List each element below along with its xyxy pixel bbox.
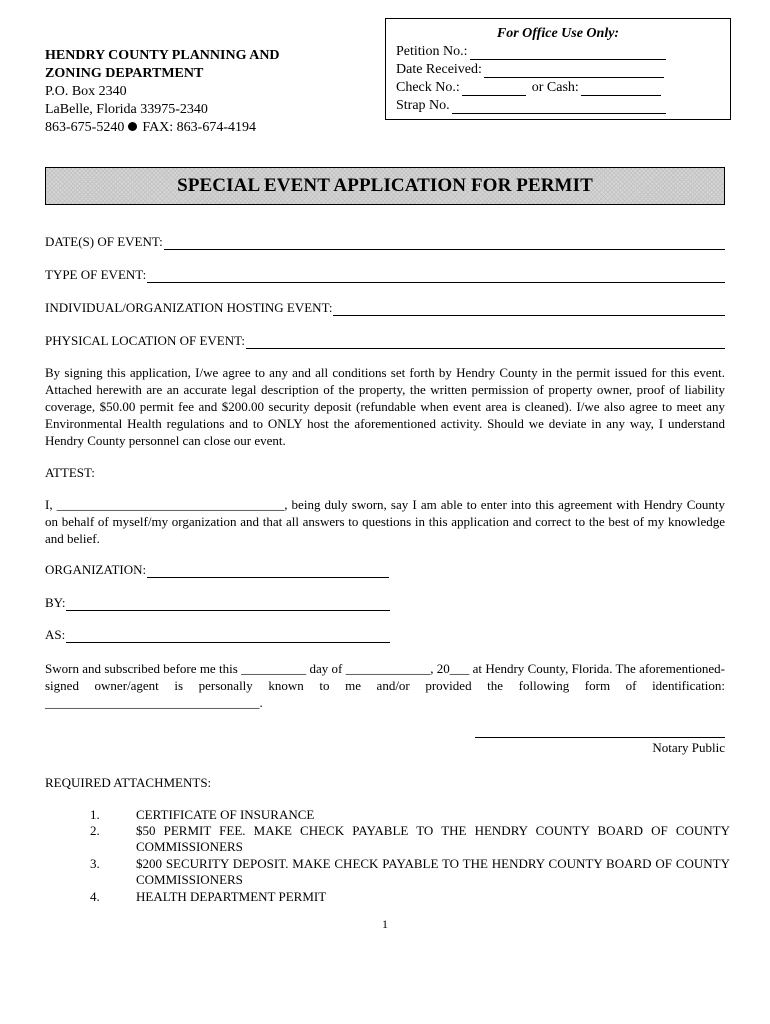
list-item-number: 3.	[90, 856, 100, 871]
event-host-line[interactable]	[333, 303, 725, 316]
office-use-box	[385, 18, 731, 120]
by-line[interactable]	[66, 598, 390, 611]
list-item-text: $200 SECURITY DEPOSIT. MAKE CHECK PAYABLE TO THE HENDRY COUNTY BOARD OF COUNTY COMMISSIONERS	[136, 856, 730, 887]
organization-label: ORGANIZATION:	[45, 562, 147, 577]
date-received-label: Date Received:	[396, 62, 482, 77]
list-item	[90, 856, 730, 888]
phone-number: 863-675-5240	[45, 120, 125, 135]
list-item-number: 4.	[90, 889, 100, 904]
attachments-heading: REQUIRED ATTACHMENTS:	[45, 775, 212, 790]
by-label: BY:	[45, 595, 66, 610]
petition-label: Petition No.:	[396, 44, 468, 59]
list-item-text: CERTIFICATE OF INSURANCE	[136, 807, 315, 822]
date-received-field[interactable]	[484, 63, 664, 78]
strap-label: Strap No.	[396, 98, 450, 113]
po-box: P.O. Box 2340	[45, 84, 127, 99]
event-location-label: PHYSICAL LOCATION OF EVENT:	[45, 333, 246, 348]
event-type-field[interactable]	[45, 267, 725, 283]
cash-label: or Cash:	[531, 80, 579, 95]
list-item-text: $50 PERMIT FEE. MAKE CHECK PAYABLE TO THE HENDRY COUNTY BOARD OF COUNTY COMMISSIONERS	[136, 823, 730, 854]
event-host-label: INDIVIDUAL/ORGANIZATION HOSTING EVENT:	[45, 300, 333, 315]
petition-row	[396, 44, 666, 60]
form-title: SPECIAL EVENT APPLICATION FOR PERMIT	[177, 175, 593, 196]
agreement-paragraph: By signing this application, I/we agree to any and all conditions set forth by Hendry County in the permit issued for this event. Attached herewith are an accurate legal description of the property, the written permission of property owner, proof of liability coverage, $50.00 permit fee and $200.00 security deposit (refundable when event area is cleaned). I/we also agree to meet any Environmental Health regulations and to ONLY host the aforementioned activity. Should we deviate in any way, I understand Hendry County personnel can close our event.	[45, 365, 725, 448]
city-state-zip: LaBelle, Florida 33975-2340	[45, 102, 208, 117]
fax-number: FAX: 863-674-4194	[142, 120, 257, 135]
event-type-line[interactable]	[147, 270, 725, 283]
petition-field[interactable]	[470, 45, 666, 60]
notary-statement: Sworn and subscribed before me this __________ day of _____________, 20___ at Hendry County, Florida. The aforementioned-signed owner/agent is personally known to me and/or provided the following form of identification: _________________________________.	[45, 661, 725, 710]
bullet-icon	[128, 122, 137, 131]
attest-label: ATTEST:	[45, 465, 95, 480]
check-field[interactable]	[462, 81, 526, 96]
sworn-statement: I, ___________________________________, being duly sworn, say I am able to enter into this agreement with Hendry County on behalf of myself/my organization and that all answers to questions in this application and correct to the best of my knowledge and belief.	[45, 497, 725, 546]
event-location-field[interactable]	[45, 333, 725, 349]
notary-public-label: Notary Public	[652, 740, 725, 755]
contact-line	[45, 119, 280, 137]
office-use-heading: For Office Use Only:	[496, 26, 620, 41]
department-address	[45, 47, 280, 137]
event-dates-field[interactable]	[45, 234, 725, 250]
by-field[interactable]	[45, 595, 390, 611]
page-number: 1	[382, 917, 388, 931]
form-title-bar	[45, 167, 725, 205]
list-item	[90, 889, 730, 905]
dept-name-line2: ZONING DEPARTMENT	[45, 66, 204, 81]
list-item	[90, 823, 730, 855]
dept-name-line1: HENDRY COUNTY PLANNING AND	[45, 48, 280, 63]
as-line[interactable]	[66, 630, 390, 643]
list-item	[90, 807, 730, 823]
strap-row	[396, 98, 666, 114]
organization-line[interactable]	[147, 565, 389, 578]
event-location-line[interactable]	[246, 336, 725, 349]
event-dates-line[interactable]	[164, 237, 725, 250]
as-label: AS:	[45, 627, 66, 642]
date-received-row	[396, 62, 664, 78]
check-label: Check No.:	[396, 80, 460, 95]
list-item-number: 1.	[90, 807, 100, 822]
event-type-label: TYPE OF EVENT:	[45, 267, 147, 282]
as-field[interactable]	[45, 627, 390, 643]
list-item-number: 2.	[90, 823, 100, 838]
notary-signature-line[interactable]	[475, 737, 725, 738]
cash-field[interactable]	[581, 81, 661, 96]
event-dates-label: DATE(S) OF EVENT:	[45, 234, 163, 249]
organization-field[interactable]	[45, 562, 389, 578]
event-host-field[interactable]	[45, 300, 725, 316]
list-item-text: HEALTH DEPARTMENT PERMIT	[136, 889, 327, 904]
check-row	[396, 80, 661, 96]
strap-field[interactable]	[452, 99, 666, 114]
